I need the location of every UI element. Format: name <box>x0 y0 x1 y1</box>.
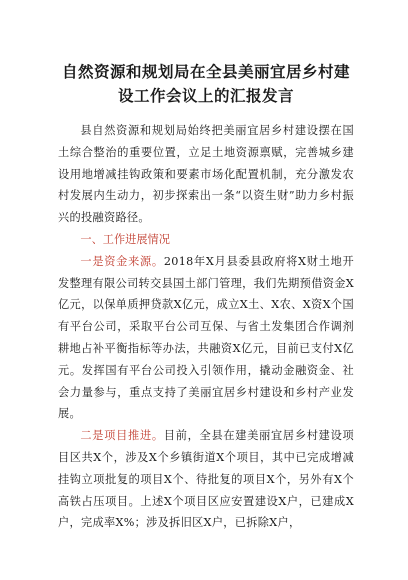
document-title <box>58 60 354 108</box>
paragraph-funding-body: 2018年X月县委县政府将X财土地开发整理有限公司转交县国土部门管理，我们先期预借资金X亿元，以保单质押贷款X亿元，成立X土、X农、X资X个国有平台公司，采取平台公司互保、与省土发集团合作调剂耕地占补平衡指标等办法，共融资X亿元，目前已支付X亿元。发挥国有平台公司投入引领作用，撬动金融资金、社会力量参与，重点支持了美丽宜居乡村建设和乡村产业发展。 <box>58 254 354 421</box>
paragraph-funding-lead: 一是资金来源。 <box>80 254 164 268</box>
intro-paragraph: 县自然资源和规划局始终把美丽宜居乡村建设摆在国土综合整治的重要位置，立足土地资源禀赋，完善城乡建设用地增减挂钩政策和要素市场化配置机制，充分激发农村发展内生动力，初步探索出一条“以资生财”助力乡村振兴的投融资路径。 <box>58 124 354 225</box>
paragraph-funding <box>58 251 354 425</box>
title-line-1: 自然资源和规划局在全县美丽宜居乡村建 <box>61 63 350 81</box>
paragraph-projects-body: 目前，全县在建美丽宜居乡村建设项目区共X个，涉及X个乡镇街道X个项目，其中已完成增减挂钩立项批复的项目X个、待批复的项目X个，另外有X个高铁占压项目。上述X个项目区应安置建设X户，已建成X户，完成率X%；涉及拆旧区X户，已拆除X户， <box>58 429 354 530</box>
section-heading: 一、工作进展情况 <box>80 232 170 246</box>
title-line-2: 设工作会议上的汇报发言 <box>117 87 294 105</box>
paragraph-projects-lead: 二是项目推进。 <box>80 429 164 443</box>
paragraph-projects <box>58 425 354 534</box>
